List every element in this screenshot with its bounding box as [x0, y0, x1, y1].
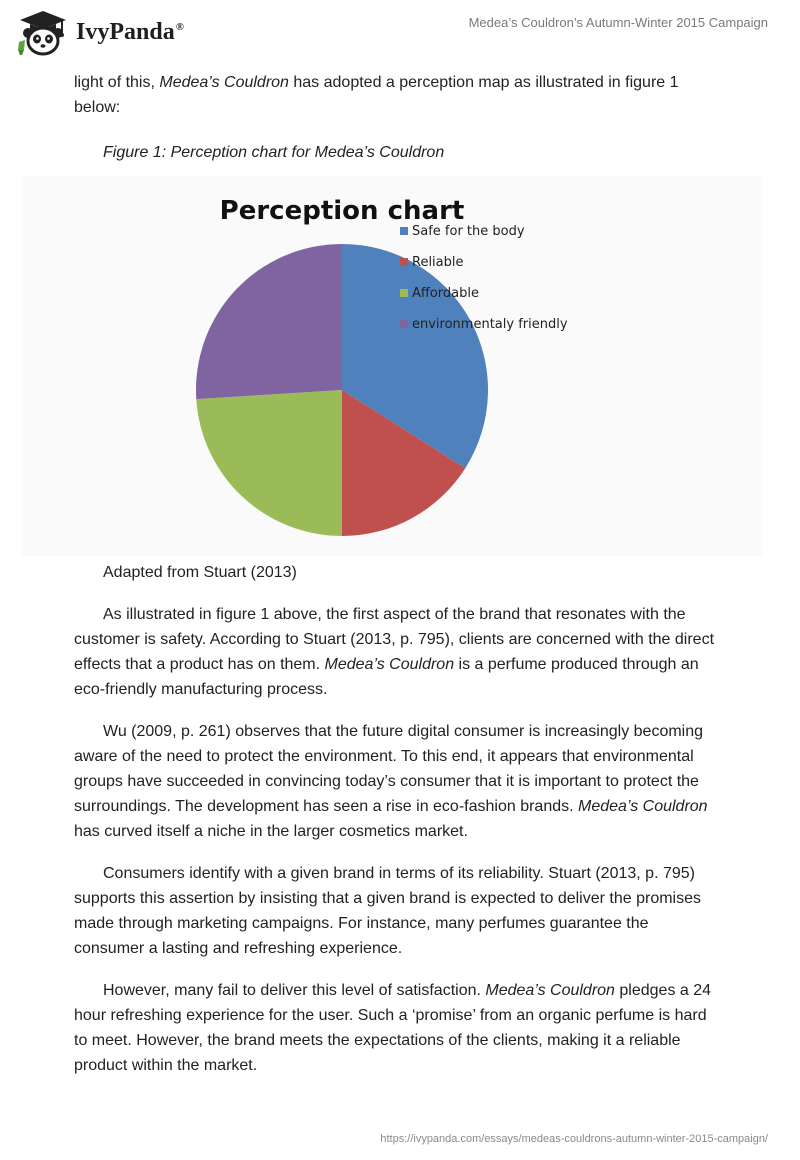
legend-swatch — [400, 258, 408, 266]
figure-caption: Figure 1: Perception chart for Medea’s Couldron — [103, 144, 445, 161]
perception-chart-figure — [22, 176, 762, 556]
logo-wordmark: IvyPanda® — [76, 19, 184, 45]
footer-url[interactable]: https://ivypanda.com/essays/medeas-couldrons-autumn-winter-2015-campaign/ — [380, 1133, 768, 1145]
legend-swatch — [400, 227, 408, 235]
body-paragraph: Wu (2009, p. 261) observes that the future digital consumer is increasingly becoming aware of the need to protect the environment. To this end, it appears that environmental groups have succeeded in convincing today’s consumer that it is important to protect the surroundings. The development has seen a rise in eco-fashion brands. Medea’s Couldron has curved itself a niche in the larger cosmetics market. — [74, 723, 708, 840]
ivypanda-logo[interactable] — [16, 6, 206, 58]
legend-swatch — [400, 289, 408, 297]
page-header — [0, 0, 800, 64]
panda-graduate-icon — [16, 6, 72, 58]
document-title: Medea’s Couldron’s Autumn-Winter 2015 Campaign — [468, 15, 768, 30]
legend-label: Reliable — [412, 255, 464, 270]
body-paragraph: However, many fail to deliver this level of satisfaction. Medea’s Couldron pledges a 24 hour refreshing experience for the user. Such a ‘promise’ from an organic perfume is hard to meet. However, the brand meets the expectations of the clients, making it a reliable product within the market. — [74, 982, 712, 1074]
perception-pie-chart — [22, 176, 762, 556]
legend-label: Affordable — [412, 286, 479, 301]
chart-title: Perception chart — [219, 196, 465, 226]
body-paragraphs — [74, 602, 720, 1078]
article-body — [74, 70, 720, 1095]
legend-label: Safe for the body — [412, 224, 525, 239]
intro-paragraph: light of this, Medea’s Couldron has adopted a perception map as illustrated in figure 1 below: — [74, 74, 679, 116]
legend-label: environmentaly friendly — [412, 317, 568, 332]
figure-source: Adapted from Stuart (2013) — [103, 564, 297, 581]
legend-swatch — [400, 320, 408, 328]
body-paragraph: As illustrated in figure 1 above, the first aspect of the brand that resonates with the customer is safety. According to Stuart (2013, p. 795), clients are concerned with the direct effects that a product has on them. Medea’s Couldron is a perfume produced through an eco-friendly manufacturing process. — [74, 606, 715, 698]
body-paragraph: Consumers identify with a given brand in terms of its reliability. Stuart (2013, p. 795) supports this assertion by insisting that a given brand is expected to deliver the promises made through marketing campaigns. For instance, many perfumes guarantee the consumer a lasting and refreshing experience. — [74, 865, 701, 957]
